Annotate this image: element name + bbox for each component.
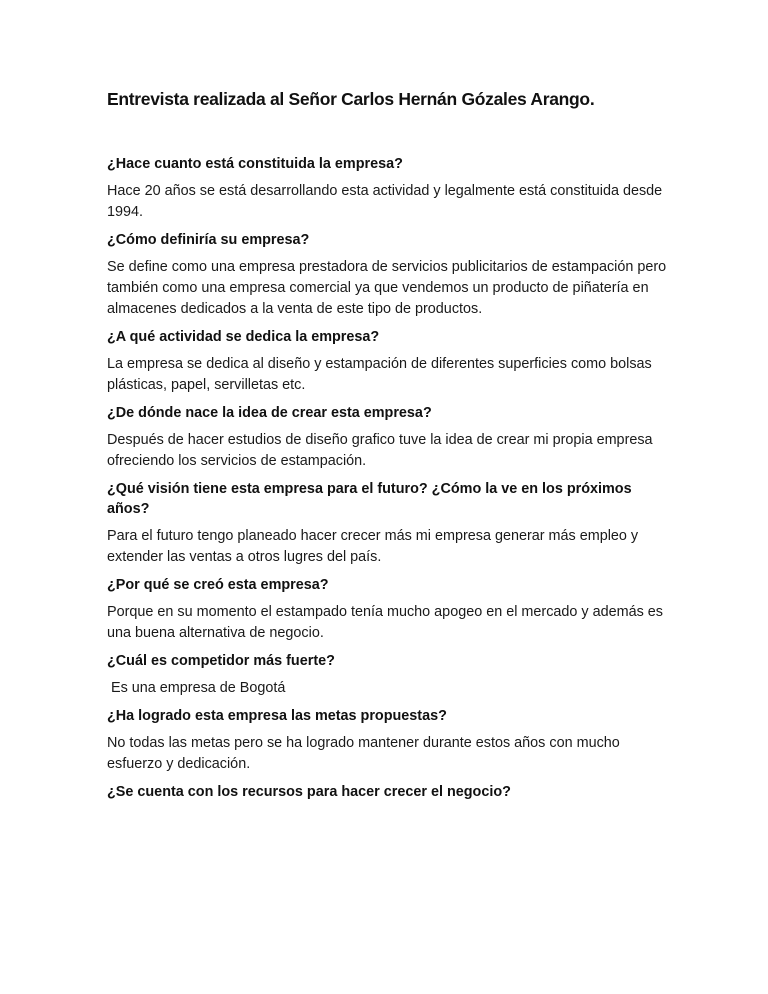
qa-item <box>107 327 667 396</box>
answer-text: Para el futuro tengo planeado hacer crecer más mi empresa generar más empleo y extender las ventas a otros lugres del país. <box>107 528 639 565</box>
qa-item <box>107 782 667 802</box>
question-text: ¿Por qué se creó esta empresa? <box>107 577 329 593</box>
question-text: ¿A qué actividad se dedica la empresa? <box>107 329 380 345</box>
answer-text: No todas las metas pero se ha logrado mantener durante estos años con mucho esfuerzo y dedicación. <box>107 735 620 772</box>
answer-text: Se define como una empresa prestadora de servicios publicitarios de estampación pero también como una empresa comercial ya que vendemos un producto de piñatería en almacenes dedicados a la venta de este tipo de productos. <box>107 259 667 317</box>
question-text: ¿Hace cuanto está constituida la empresa? <box>107 156 403 172</box>
answer-text: Después de hacer estudios de diseño grafico tuve la idea de crear mi propia empresa ofreciendo los servicios de estampación. <box>107 432 653 469</box>
question-text: ¿Qué visión tiene esta empresa para el futuro? ¿Cómo la ve en los próximos años? <box>107 481 632 517</box>
answer-text: Es una empresa de Bogotá <box>107 680 286 696</box>
interview-content <box>107 154 667 809</box>
qa-item <box>107 403 667 472</box>
qa-item <box>107 575 667 644</box>
question-text: ¿Se cuenta con los recursos para hacer crecer el negocio? <box>107 784 511 800</box>
answer-text: Porque en su momento el estampado tenía mucho apogeo en el mercado y además es una buena alternativa de negocio. <box>107 604 663 641</box>
question-text: ¿Cuál es competidor más fuerte? <box>107 653 335 669</box>
answer-text: Hace 20 años se está desarrollando esta actividad y legalmente está constituida desde 1994. <box>107 183 663 220</box>
question-text: ¿De dónde nace la idea de crear esta empresa? <box>107 405 432 421</box>
qa-item <box>107 154 667 223</box>
qa-item <box>107 706 667 775</box>
document-title: Entrevista realizada al Señor Carlos Hernán Gózales Arango. <box>107 89 595 109</box>
qa-item <box>107 651 667 699</box>
question-text: ¿Cómo definiría su empresa? <box>107 232 310 248</box>
answer-text: La empresa se dedica al diseño y estampación de diferentes superficies como bolsas plásticas, papel, servilletas etc. <box>107 356 652 393</box>
qa-item <box>107 230 667 320</box>
qa-item <box>107 479 667 568</box>
question-text: ¿Ha logrado esta empresa las metas propuestas? <box>107 708 447 724</box>
